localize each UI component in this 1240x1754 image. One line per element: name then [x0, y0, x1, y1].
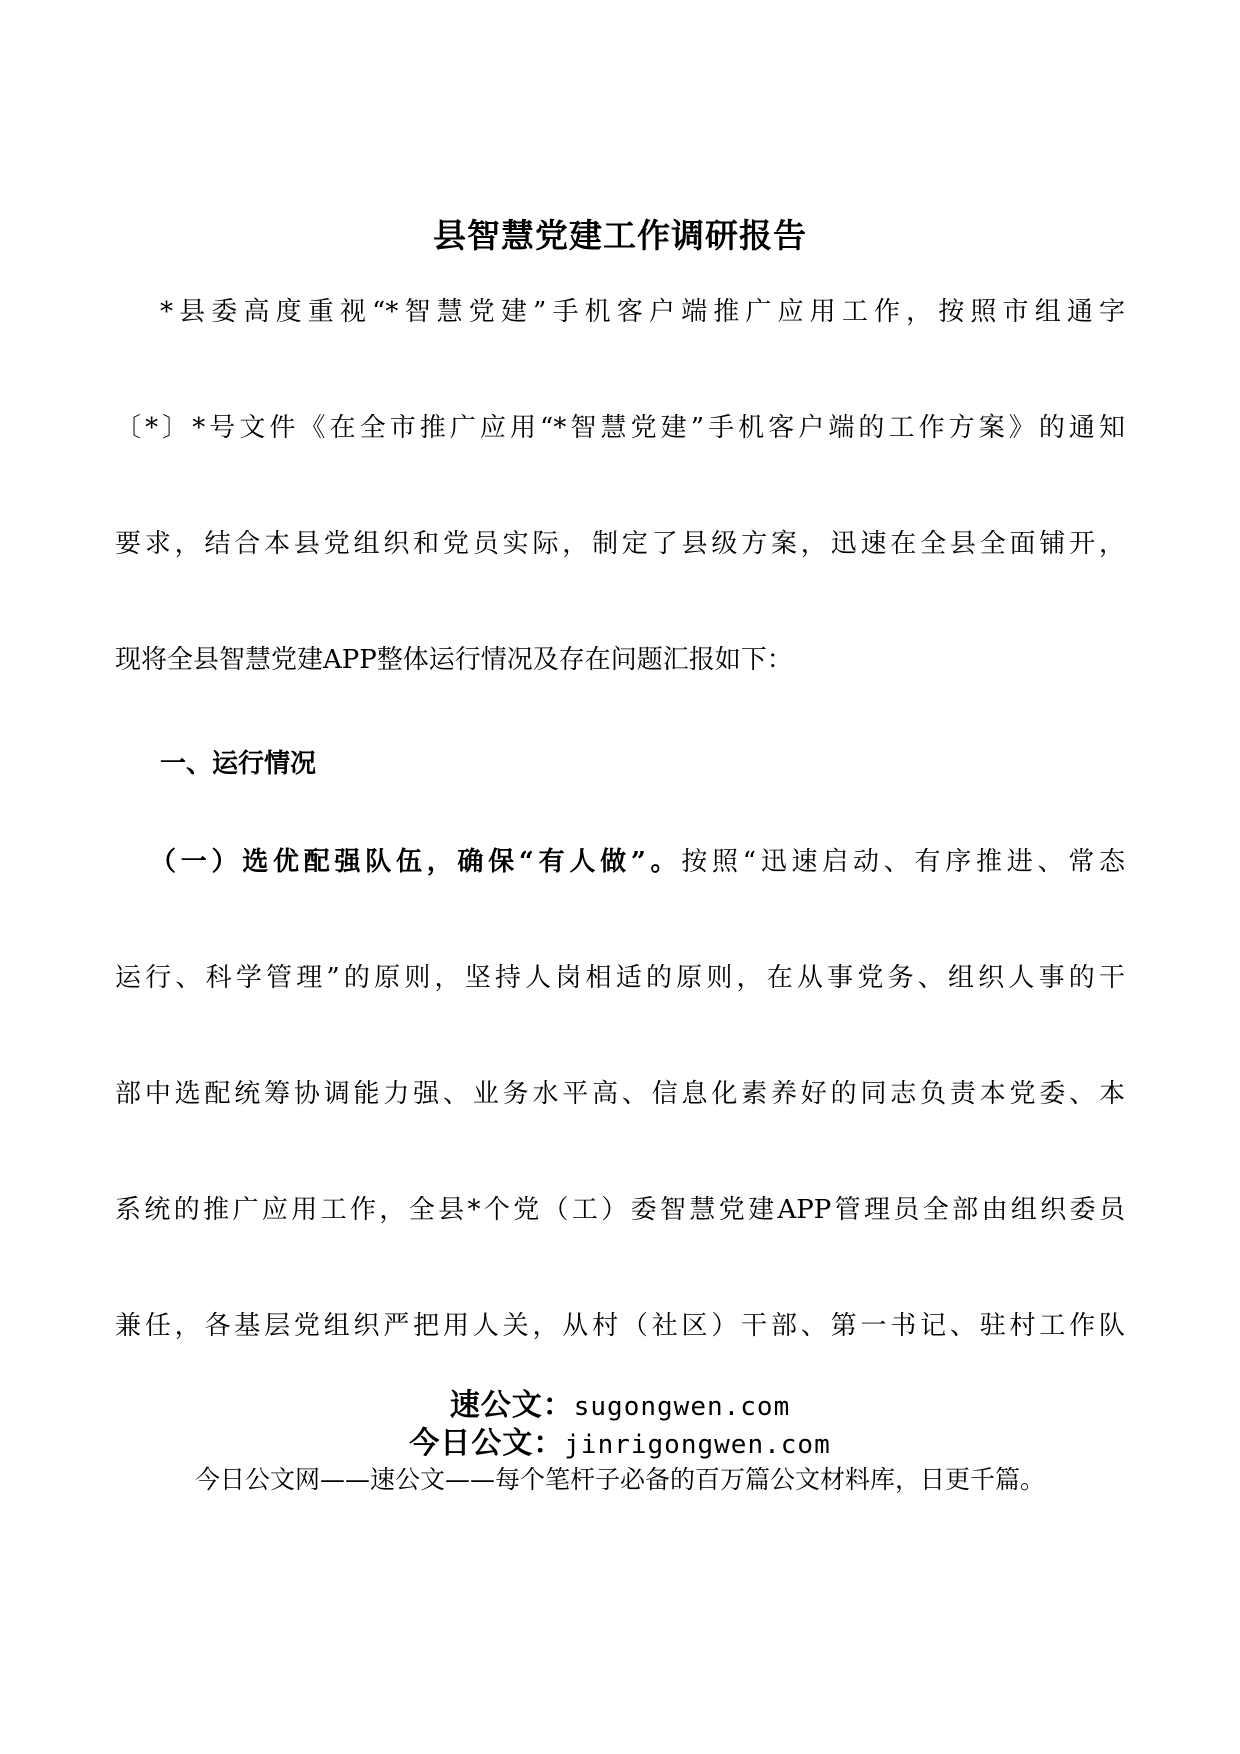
- paragraph-line: 〔*〕*号文件《在全市推广应用“*智慧党建”手机客户端的工作方案》的通知: [115, 413, 1125, 443]
- paragraph-line: 现将全县智慧党建APP整体运行情况及存在问题汇报如下：: [115, 645, 793, 675]
- subsection-first-line: [150, 842, 1125, 882]
- paragraph-line: *县委高度重视“*智慧党建”手机客户端推广应用工作，按照市组通字: [160, 297, 1125, 327]
- subsection-first-line-text: 按照“迅速启动、有序推进、常态: [681, 847, 1125, 877]
- footer-sugongwen-url[interactable]: sugongwen.com: [573, 1392, 791, 1422]
- footer-jinrigongwen-url[interactable]: jinrigongwen.com: [564, 1430, 831, 1460]
- paragraph-line: 系统的推广应用工作，全县*个党（工）委智慧党建APP管理员全部由组织委员: [115, 1195, 1125, 1225]
- subsection-heading: （一）选优配强队伍，确保“有人做”。: [150, 847, 682, 877]
- footer-jinrigongwen-label: 今日公文：: [409, 1426, 565, 1461]
- document-title: 县智慧党建工作调研报告: [433, 216, 807, 255]
- footer-description: 今日公文网——速公文——每个笔杆子必备的百万篇公文材料库，日更千篇。: [194, 1465, 1045, 1494]
- footer-jinrigongwen: [0, 1418, 1240, 1462]
- footer-sugongwen-label: 速公文：: [449, 1388, 574, 1423]
- paragraph-line: 运行、科学管理”的原则，坚持人岗相适的原则，在从事党务、组织人事的干: [115, 963, 1125, 993]
- paragraph-line: 部中选配统筹协调能力强、业务水平高、信息化素养好的同志负责本党委、本: [115, 1079, 1125, 1109]
- paragraph-line: 兼任，各基层党组织严把用人关，从村（社区）干部、第一书记、驻村工作队: [115, 1311, 1125, 1341]
- section-heading: 一、运行情况: [160, 749, 317, 779]
- paragraph-line: 要求，结合本县党组织和党员实际，制定了县级方案，迅速在全县全面铺开，: [115, 529, 1125, 559]
